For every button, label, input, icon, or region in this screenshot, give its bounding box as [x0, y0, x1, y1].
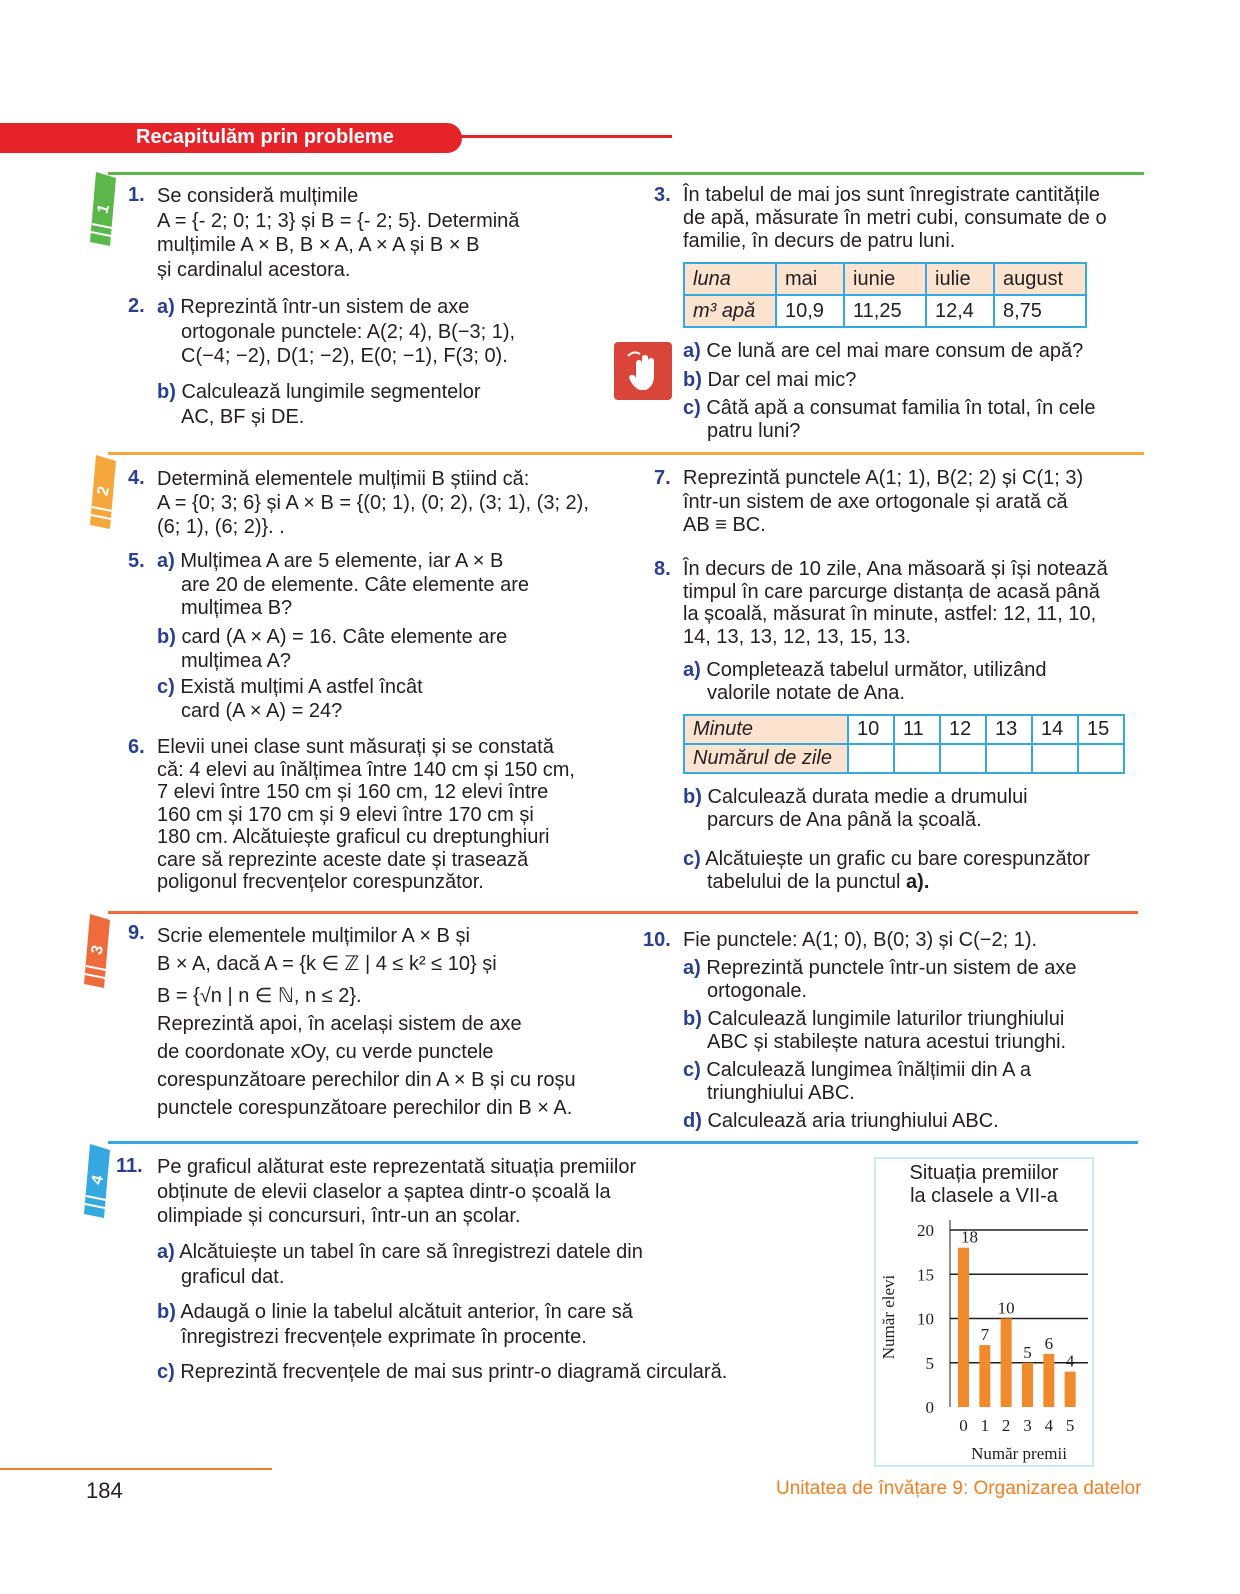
problem-8-a	[683, 659, 1047, 705]
crayon-label-1: 1	[94, 202, 114, 216]
item-label: c)	[683, 848, 701, 870]
text-line: Calculează durata medie a drumului	[707, 786, 1028, 808]
x-tick-label: 2	[1001, 1416, 1011, 1435]
item-label: b)	[157, 626, 176, 648]
problem-10-number	[643, 929, 671, 952]
text-line: parcurs de Ana până la școală.	[707, 809, 982, 831]
item-label: a)	[157, 1241, 175, 1263]
table-cell: 11,25	[844, 295, 926, 327]
footer-line	[0, 1468, 272, 1470]
separator-blue	[108, 1141, 1138, 1144]
problem-3-questions	[683, 337, 1095, 443]
separator-orange	[108, 452, 1144, 455]
item-label: b)	[683, 786, 702, 808]
text-line: la școală, măsurat în minute, astfel: 12, 11, 10,	[683, 603, 1097, 625]
text-line: poligonul frecvențelor corespunzător.	[157, 871, 484, 893]
text-line: Ce lună are cel mai mare consum de apă?	[706, 340, 1084, 362]
problem-6-number	[128, 736, 145, 759]
chart-title-line: la clasele a VII-a	[910, 1185, 1058, 1207]
text-line: Alcătuiește un tabel în care să înregistrezi datele din	[179, 1241, 643, 1263]
text-line: A = {0; 3; 6} și A × B = {(0; 1), (0; 2), (3; 1), (3; 2),	[157, 492, 589, 514]
problem-number: 9.	[128, 922, 145, 944]
section-title: Recapitulăm prin probleme	[136, 126, 394, 148]
problem-9-text	[157, 922, 576, 1122]
item-label: b)	[157, 1301, 176, 1323]
data-label: 18	[961, 1227, 978, 1247]
problem-1	[128, 184, 145, 207]
problem-8-c	[683, 848, 1090, 894]
text-line: că: 4 elevi au înălțimea între 140 cm și 150 cm,	[157, 758, 575, 781]
item-reference: a).	[906, 871, 930, 893]
problem-number: 4.	[128, 467, 145, 489]
problem-number: 10.	[643, 929, 671, 951]
text-line: graficul dat.	[181, 1265, 285, 1288]
item-label: c)	[157, 676, 175, 698]
problem-3-number	[654, 184, 671, 207]
table-cell: 13	[986, 715, 1032, 744]
text-line: de apă, măsurate în metri cubi, consumate de o	[683, 207, 1107, 229]
item-label: c)	[683, 397, 701, 419]
text-line: Alcătuiește un grafic cu bare corespunzător	[705, 848, 1090, 870]
problem-8-b	[683, 786, 1028, 832]
text-line: Mulțimea A are 5 elemente, iar A × B	[180, 550, 504, 572]
problem-11-number	[116, 1155, 143, 1178]
item-label: a)	[683, 340, 701, 362]
table-cell	[940, 744, 986, 773]
problem-5-number	[128, 550, 145, 573]
text-line: Completează tabelul următor, utilizând	[706, 659, 1047, 681]
problem-2-number	[128, 295, 145, 318]
table-cell: 10	[848, 715, 894, 744]
problem-number: 11.	[116, 1155, 143, 1177]
item-label: d)	[683, 1109, 702, 1132]
page-number: 184	[86, 1478, 123, 1503]
text-line: C(−4; −2), D(1; −2), E(0; −1), F(3; 0).	[181, 345, 508, 367]
text-line: Reprezintă frecvențele de mai sus printr-o diagramă circulară.	[180, 1361, 728, 1383]
text-line: Fie punctele: A(1; 0), B(0; 3) și C(−2; 1).	[683, 929, 1038, 951]
problem-4-number	[128, 467, 145, 490]
problem-6-text	[157, 736, 575, 894]
problem-11-text	[157, 1155, 636, 1229]
item-label: a)	[157, 296, 175, 318]
table-cell: Numărul de zile	[684, 744, 848, 773]
text-line: mulțimile A × B, B × A, A × A și B × B	[157, 234, 480, 256]
table-cell: august	[994, 263, 1086, 295]
x-tick-label: 3	[1023, 1416, 1032, 1435]
text-line: Calculează lungimile laturilor triunghiului	[707, 1007, 1065, 1030]
text-line: ortogonale.	[707, 980, 808, 1002]
table-cell: Minute	[684, 715, 848, 744]
item-label: a)	[157, 550, 175, 572]
problem-5-c	[157, 676, 423, 723]
separator-green	[108, 172, 1144, 175]
text-line: Elevii unei clase sunt măsurați și se constată	[157, 736, 554, 758]
y-tick-label: 0	[925, 1398, 934, 1417]
text-line: obținute de elevii claselor a șaptea dintr-o școală la	[157, 1180, 611, 1203]
text-line: card (A × A) = 16. Câte elemente are	[181, 626, 508, 648]
text-line: Reprezintă punctele A(1; 1), B(2; 2) și C(1; 3)	[683, 467, 1084, 489]
bar-chart	[874, 1157, 1094, 1467]
y-tick-label: 10	[917, 1309, 934, 1329]
text-line: Pe graficul alăturat este reprezentată situația premiilor	[157, 1156, 637, 1178]
table-cell: 10,9	[776, 295, 844, 327]
hand-touch-icon	[614, 342, 672, 400]
water-consumption-table	[683, 262, 1087, 328]
table-cell	[1078, 744, 1124, 773]
problem-10-text	[683, 929, 1077, 1133]
text-line: Se consideră mulțimile	[157, 185, 359, 207]
bar	[979, 1345, 990, 1407]
problem-1-text	[157, 184, 519, 282]
text-line: Dar cel mai mic?	[707, 368, 857, 391]
problem-number: 1.	[128, 184, 145, 206]
x-tick-label: 1	[980, 1416, 990, 1435]
problem-5-b	[157, 626, 507, 673]
text-line: ortogonale punctele: A(2; 4), B(−3; 1),	[181, 320, 516, 343]
minutes-table	[683, 714, 1125, 774]
text-line: Calculează aria triunghiului ABC.	[707, 1109, 999, 1132]
text-line: familie, în decurs de patru luni.	[683, 230, 956, 252]
crayon-label-2: 2	[94, 484, 114, 498]
text-line: care să reprezinte aceste date și trasează	[157, 848, 529, 871]
data-label: 6	[1044, 1333, 1054, 1353]
x-tick-label: 4	[1044, 1416, 1054, 1435]
data-label: 4	[1065, 1351, 1075, 1371]
text-line: AC, BF și DE.	[181, 405, 305, 428]
bar	[1043, 1354, 1054, 1407]
text-line: de coordonate xOy, cu verde punctele	[157, 1041, 494, 1063]
text-line: Câtă apă a consumat familia în total, în cele	[706, 397, 1096, 419]
item-label: a)	[683, 659, 701, 681]
table-cell: 14	[1032, 715, 1078, 744]
header-line	[450, 135, 672, 138]
item-label: a)	[683, 956, 701, 979]
text-line: Determină elementele mulțimii B știind că:	[157, 468, 530, 490]
text-line: În decurs de 10 zile, Ana măsoară și își notează	[683, 558, 1108, 580]
y-tick-label: 15	[917, 1265, 934, 1285]
table-cell	[848, 744, 894, 773]
crayon-label-4: 4	[88, 1173, 108, 1187]
problem-number: 7.	[654, 467, 671, 489]
bar	[958, 1248, 969, 1407]
text-line: Reprezintă într-un sistem de axe	[180, 296, 470, 318]
table-cell: m³ apă	[684, 295, 776, 327]
problem-number: 2.	[128, 295, 145, 317]
y-tick-label: 20	[917, 1221, 934, 1240]
unit-title: Unitatea de învățare 9: Organizarea datelor	[776, 1478, 1142, 1499]
problem-11-c	[157, 1360, 727, 1385]
text-line: Reprezintă punctele într-un sistem de axe	[706, 956, 1077, 979]
problem-7-number	[654, 467, 671, 490]
y-axis-label: Număr elevi	[879, 1274, 898, 1360]
text-line: card (A × A) = 24?	[181, 699, 343, 722]
table-row	[684, 263, 1086, 295]
text-line: are 20 de elemente. Câte elemente are	[181, 573, 529, 596]
item-label: b)	[683, 1007, 702, 1030]
x-tick-label: 5	[1065, 1416, 1075, 1435]
text-line: Adaugă o linie la tabelul alcătuit anterior, în care să	[180, 1301, 633, 1323]
problem-9-number	[128, 922, 145, 945]
table-cell: mai	[776, 263, 844, 295]
problem-number: 5.	[128, 550, 145, 572]
problem-3-text	[683, 184, 1107, 253]
crayon-label-3: 3	[88, 943, 108, 957]
table-cell	[1032, 744, 1078, 773]
table-cell: luna	[684, 263, 776, 295]
table-cell: 11	[894, 715, 940, 744]
table-cell	[894, 744, 940, 773]
problem-5-a	[157, 550, 529, 621]
text-line: În tabelul de mai jos sunt înregistrate cantitățile	[683, 184, 1100, 206]
table-cell: 12,4	[926, 295, 994, 327]
text-line: timpul în care parcurge distanța de acasă până	[683, 580, 1100, 603]
item-label: c)	[683, 1058, 701, 1081]
text-line: Calculează lungimea înălțimii din A a	[706, 1058, 1031, 1081]
x-axis-label: Număr premii	[971, 1444, 1067, 1463]
text-line: Există mulțimi A astfel încât	[180, 676, 423, 698]
problem-11-a	[157, 1240, 643, 1289]
text-line: olimpiade și concursuri, într-un an școlar.	[157, 1205, 521, 1227]
problem-number: 3.	[654, 184, 671, 206]
separator-red	[108, 911, 1138, 914]
problem-8-number	[654, 558, 671, 581]
bar	[1001, 1319, 1012, 1408]
table-cell: iunie	[844, 263, 926, 295]
table-cell: iulie	[926, 263, 994, 295]
table-row	[684, 744, 1124, 773]
problem-7-text	[683, 467, 1083, 538]
problem-2-b	[157, 380, 481, 429]
text-line: mulțimea B?	[181, 597, 293, 619]
problem-number: 6.	[128, 736, 145, 758]
problem-number: 8.	[654, 558, 671, 580]
text-line: AB ≡ BC.	[683, 514, 766, 536]
item-label: b)	[683, 368, 702, 391]
table-cell: 15	[1078, 715, 1124, 744]
text-line: Scrie elementele mulțimilor A × B și	[157, 925, 470, 947]
text-line: triunghiului ABC.	[707, 1082, 855, 1104]
text-line: într-un sistem de axe ortogonale și arată că	[683, 490, 1068, 513]
bar	[1022, 1363, 1033, 1407]
bar	[1065, 1372, 1076, 1407]
problem-2-a	[157, 295, 515, 369]
text-line: ABC și stabilește natura acestui triunghi.	[707, 1031, 1067, 1053]
text-line: B = {√n | n ∈ ℕ, n ≤ 2}.	[157, 985, 362, 1007]
text-line: A = {- 2; 0; 1; 3} și B = {- 2; 5}. Determină	[157, 209, 520, 232]
problem-8-text	[683, 558, 1108, 648]
text-line: tabelului de la punctul	[707, 871, 901, 893]
problem-4-text	[157, 467, 589, 539]
text-line: corespunzătoare perechilor din A × B și cu roșu	[157, 1069, 576, 1091]
table-cell: 12	[940, 715, 986, 744]
table-row	[684, 715, 1124, 744]
table-row	[684, 295, 1086, 327]
text-line: Calculează lungimile segmentelor	[181, 381, 481, 403]
chart-title-line: Situația premiilor	[909, 1162, 1059, 1184]
text-line: valorile notate de Ana.	[707, 682, 905, 704]
text-line: 7 elevi între 150 cm și 160 cm, 12 elevi între	[157, 781, 549, 803]
text-line: 160 cm și 170 cm și 9 elevi între 170 cm și	[157, 803, 534, 826]
item-label: b)	[157, 381, 176, 403]
x-tick-label: 0	[959, 1416, 968, 1435]
text-line: 180 cm. Alcătuiește graficul cu dreptunghiuri	[157, 826, 550, 848]
text-line: patru luni?	[707, 420, 801, 442]
y-tick-label: 5	[925, 1353, 934, 1373]
text-line: punctele corespunzătoare perechilor din B × A.	[157, 1097, 573, 1119]
text-line: (6; 1), (6; 2)}. .	[157, 516, 285, 538]
text-line: mulțimea A?	[181, 649, 292, 672]
table-cell: 8,75	[994, 295, 1086, 327]
data-label: 5	[1023, 1342, 1032, 1362]
text-line: și cardinalul acestora.	[157, 258, 351, 281]
data-label: 7	[980, 1325, 990, 1345]
text-line: B × A, dacă A = {k ∈ ℤ | 4 ≤ k² ≤ 10} și	[157, 953, 497, 975]
text-line: Reprezintă apoi, în același sistem de axe	[157, 1013, 522, 1035]
text-line: 14, 13, 13, 12, 13, 15, 13.	[683, 625, 911, 648]
data-label: 10	[997, 1298, 1015, 1318]
problem-11-b	[157, 1300, 633, 1349]
text-line: înregistrezi frecvențele exprimate în procente.	[181, 1325, 587, 1348]
table-cell	[986, 744, 1032, 773]
item-label: c)	[157, 1361, 175, 1383]
